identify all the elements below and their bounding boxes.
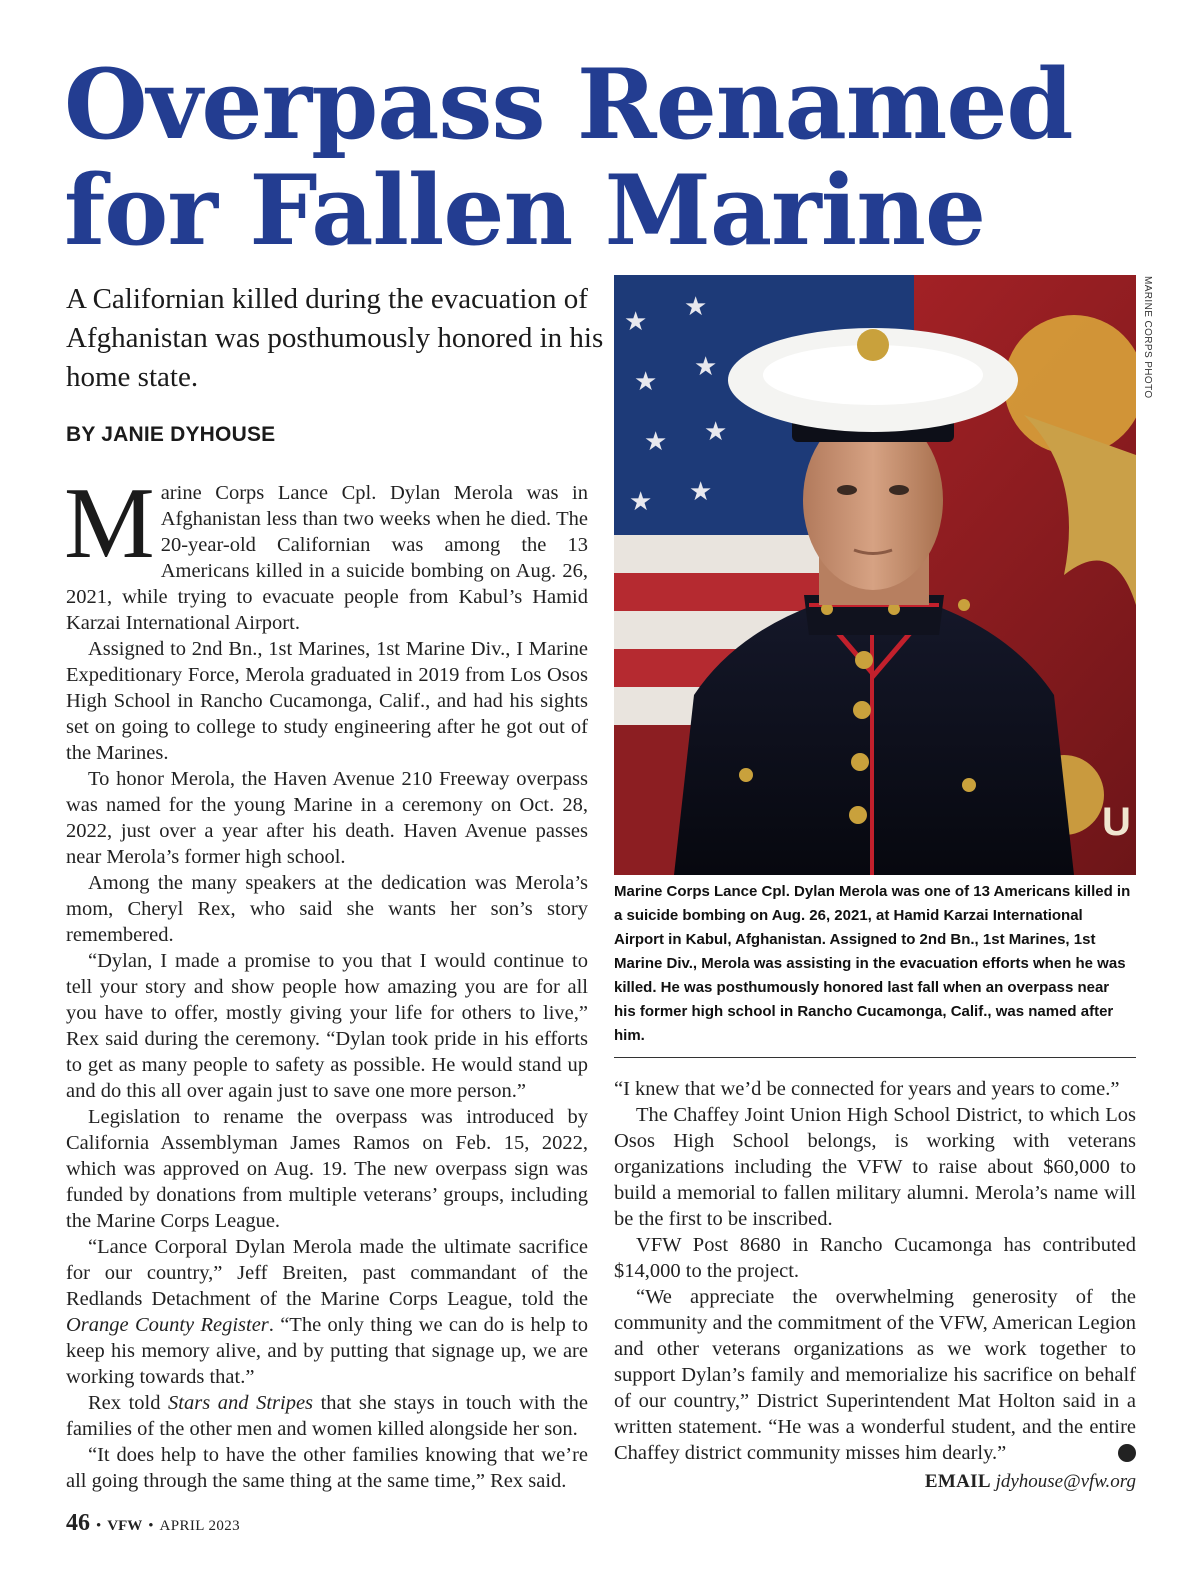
author-email (925, 1471, 1136, 1493)
paragraph-text: “We appreciate the overwhelming generosity of the community and the commitment of the VFW, American Legion and other veterans organizations as we work together to support Dylan’s family and memorialize his sacrifice on behalf of our country,” District Superintendent Mat Holton said in a written statement. “He was a wonderful student, and the entire Chaffey district community misses him dearly.” (614, 1286, 1136, 1464)
svg-text:★: ★ (704, 417, 728, 447)
footer-separator: • (96, 1518, 102, 1534)
paragraph: Assigned to 2nd Bn., 1st Marines, 1st Marine Div., I Marine Expeditionary Force, Merola graduated in 2019 from Los Osos High School in Rancho Cucamonga, Calif., and had his sights set on going to college to study engineering after he got out of the Marines. (66, 638, 588, 764)
issue-date: APRIL 2023 (159, 1518, 241, 1534)
svg-text:★: ★ (644, 427, 668, 457)
emblem-letter: U (1102, 800, 1131, 844)
photo-credit: MARINE CORPS PHOTO (1142, 276, 1153, 399)
paragraph: “Dylan, I made a promise to you that I would continue to tell your story and show people how amazing you are for all you have to offer, mostly giving your life for others to live,” Rex said during the ceremony. “Dylan took pride in his efforts to get as many people to safety as possible. He would stand up and do this all over again just to save one more person.” (66, 950, 588, 1102)
paragraph (66, 1234, 588, 1390)
body-column-left (64, 467, 589, 1500)
paragraph: Among the many speakers at the dedication was Merola’s mom, Cheryl Rex, who said she wants her son’s story remembered. (66, 872, 588, 946)
paragraph: “I knew that we’d be connected for years and years to come.” (614, 1078, 1120, 1100)
paragraph: To honor Merola, the Haven Avenue 210 Freeway overpass was named for the young Marine in a ceremony on Oct. 28, 2022, just over a year after his death. Haven Avenue passes near Merola’s former high school. (66, 768, 588, 868)
footer-separator: • (148, 1518, 154, 1534)
paragraph: “It does help to have the other families knowing that we’re all going through the same thing at the same time,” Rex said. (66, 1444, 588, 1492)
magazine-name: VFW (107, 1518, 143, 1534)
paragraph-text: “Lance Corporal Dylan Merola made the ultimate sacrifice for our country,” Jeff Breiten, past commandant of the Redlands Detachment of the Marine Corps League, told the (66, 1236, 588, 1310)
paragraph: The Chaffey Joint Union High School District, to which Los Osos High School belongs, is working with veterans organizations including the VFW to raise about $60,000 to build a memorial to fallen military alumni. Merola’s name will be the first to be inscribed. (614, 1104, 1136, 1230)
paragraph (64, 467, 588, 636)
publication-name: Stars and Stripes (168, 1392, 314, 1414)
publication-name: Orange County Register (66, 1314, 269, 1336)
svg-text:★: ★ (689, 477, 713, 507)
photo-caption: Marine Corps Lance Cpl. Dylan Merola was one of 13 Americans killed in a suicide bombing on Aug. 26, 2021, at Hamid Karzai International Airport in Kabul, Afghanistan. Assigned to 2nd Bn., 1st Marines, 1st Marine Div., Merola was assisting in the evacuation efforts when he was killed. He was posthumously honored last fall when an overpass near his former high school in Rancho Cucamonga, Calif., was named after him. (614, 883, 1131, 1044)
drop-cap: M (64, 467, 155, 580)
email-address[interactable]: jdyhouse@vfw.org (995, 1471, 1136, 1492)
end-mark-icon: ✪ (1118, 1444, 1136, 1462)
deck: A Californian killed during the evacuation of Afghanistan was posthumously honored in his home state. (66, 283, 604, 393)
email-label: EMAIL (924, 1471, 991, 1492)
svg-text:★: ★ (634, 367, 658, 397)
svg-text:★: ★ (629, 487, 653, 517)
paragraph: VFW Post 8680 in Rancho Cucamonga has contributed $14,000 to the project. (614, 1234, 1136, 1282)
svg-text:★: ★ (694, 352, 718, 382)
portrait-illustration (614, 275, 1136, 875)
byline: BY JANIE DYHOUSE (66, 423, 276, 446)
headline (64, 48, 1073, 267)
headline-line-2: for Fallen Marine (64, 154, 986, 267)
paragraph (66, 1390, 588, 1442)
svg-text:★: ★ (624, 307, 648, 337)
page-footer (66, 1510, 240, 1537)
paragraph (614, 1284, 1151, 1466)
paragraph-text: Rex told (88, 1392, 169, 1414)
caption-divider (614, 1057, 1136, 1058)
marine-portrait-photo (614, 275, 1136, 875)
svg-text:★: ★ (684, 292, 708, 322)
paragraph: Legislation to rename the overpass was introduced by California Assemblyman James Ramos on Feb. 15, 2022, which was approved on Aug. 19. The new overpass sign was funded by donations from multiple veterans’ groups, including the Marine Corps League. (66, 1106, 588, 1232)
paragraph-text: . “The only thing we can do is help to keep his memory alive, and by putting that signage up, we are working towards that.” (66, 1314, 588, 1388)
page-number: 46 (66, 1510, 90, 1536)
body-column-right (614, 1076, 1151, 1466)
paragraph-text: arine Corps Lance Cpl. Dylan Merola was in Afghanistan less than two weeks when he died. The 20-year-old Californian was among the 13 Americans killed in a suicide bombing on Aug. 26, 2021, while trying to evacuate people from Kabul’s Hamid Karzai International Airport. (66, 482, 588, 634)
headline-line-1: Overpass Renamed (64, 48, 1073, 161)
paragraph-text: that she stays in touch with the families of the other men and women killed alongside her son. (66, 1392, 589, 1440)
